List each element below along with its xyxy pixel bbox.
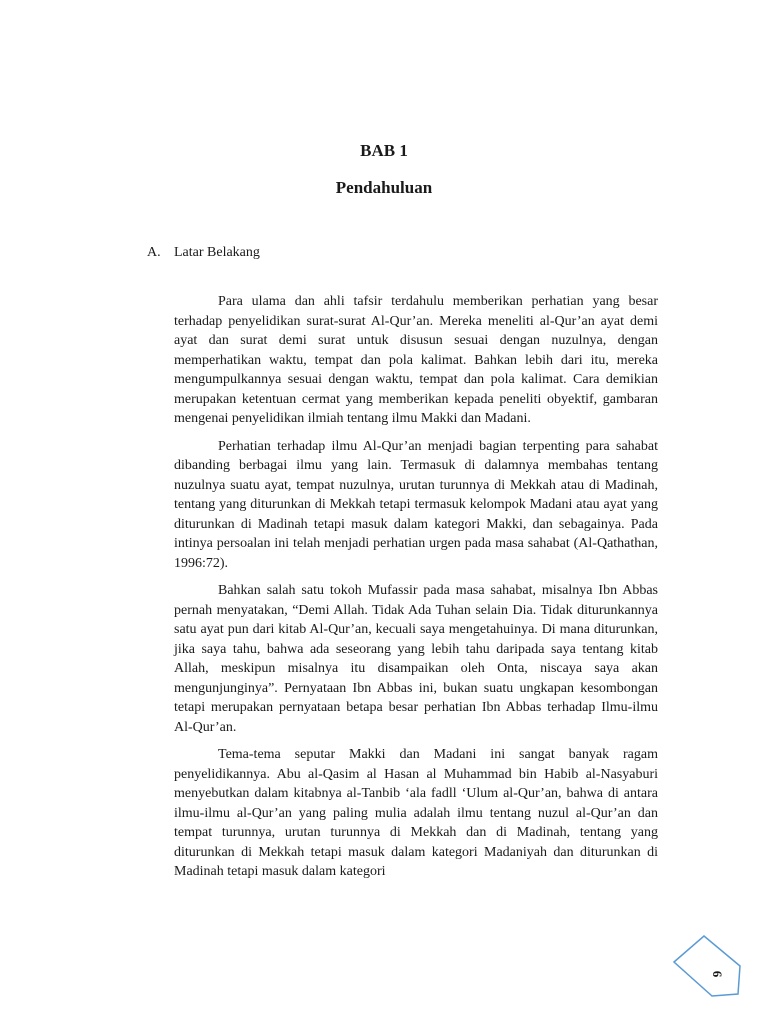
paragraph: Perhatian terhadap ilmu Al-Qur’an menjadi bagian terpenting para sahabat dibanding berbagai ilmu yang lain. Termasuk di dalamnya membahas tentang nuzulnya suatu ayat, tempat nuzulnya, urutan turunnya di Mekkah atau di Madinah, tentang yang diturunkan di Mekkah tetapi termasuk kelompok Madani atau ayat yang diturunkan di Madinah tetapi masuk dalam kategori Makki, dan sebagainya. Pada intinya persoalan ini telah menjadi perhatian urgen pada masa sahabat (Al-Qathathan, 1996:72). <box>174 438 658 571</box>
page-number-shape <box>674 936 740 996</box>
page-number-tag <box>670 932 748 998</box>
paragraph: Bahkan salah satu tokoh Mufassir pada masa sahabat, misalnya Ibn Abbas pernah menyatakan, “Demi Allah. Tidak Ada Tuhan selain Dia. Tidak diturunkannya satu ayat pun dari kitab Al-Qur’an, kecuali saya mengetahuinya. Di mana diturunkan, jika saya tahu, bahwa ada seseorang yang lebih tahu daripada saya tentang kitab Allah, meskipun misalnya itu disampaikan oleh Onta, niscaya saya akan mengunjunginya”. Pernyataan Ibn Abbas ini, bukan suatu ungkapan kesombongan tetapi merupakan pernyataan betapa besar perhatian Ibn Abbas terhadap Ilmu-ilmu Al-Qur’an. <box>174 583 658 735</box>
body-text <box>174 292 658 879</box>
chapter-number: BAB 1 <box>360 141 408 160</box>
section-heading <box>147 245 260 261</box>
page-number: 6 <box>710 970 725 978</box>
chapter-title: Pendahuluan <box>335 178 433 197</box>
paragraph: Para ulama dan ahli tafsir terdahulu memberikan perhatian yang besar terhadap penyelidikan surat-surat Al-Qur’an. Mereka meneliti al-Qur’an ayat demi ayat dan surat demi surat untuk disusun sesuai dengan nuzulnya, dengan memperhatikan waktu, tempat dan pola kalimat. Bahkan lebih dari itu, mereka mengumpulkannya sesuai dengan waktu, tempat dan pola kalimat. Cara demikian merupakan ketentuan cermat yang memberikan kepada peneliti obyektif, gambaran mengenai penyelidikan ilmiah tentang ilmu Makki dan Madani. <box>174 294 658 426</box>
section-letter: A. <box>147 245 161 260</box>
section-title: Latar Belakang <box>174 245 260 260</box>
paragraph: Tema-tema seputar Makki dan Madani ini sangat banyak ragam penyelidikannya. Abu al-Qasim al Hasan al Muhammad bin Habib al-Nasyaburi menyebutkan dalam kitabnya al-Tanbib ‘ala fadll ‘Ulum al-Qur’an, bahwa di antara ilmu-ilmu al-Qur’an yang paling mulia adalah ilmu tentang nuzul al-Qur’an dan tempat turunnya, urutan turunnya di Mekkah dan di Madinah, tentang yang diturunkan di Mekkah tetapi masuk dalam kategori Madaniyah dan diturunkan di Madinah tetapi masuk dalam kategori <box>174 747 658 879</box>
